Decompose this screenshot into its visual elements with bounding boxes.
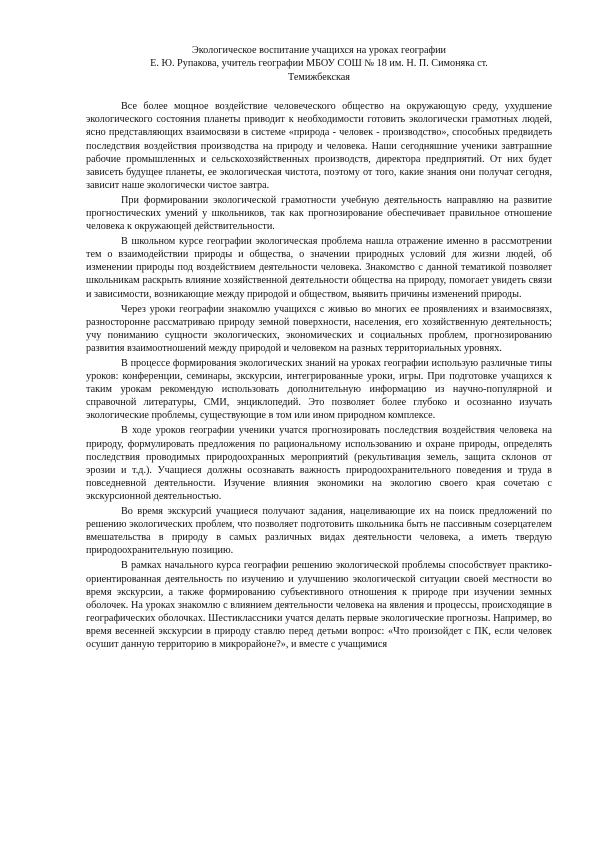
paragraph: В рамках начального курса географии решению экологической проблемы способствует практико-ориентированная деятельность по изучению и улучшению экологической ситуации своей местности во время экскурсии, а также формированию субъективного отношения к природе при изучении земных оболочек. На уроках знакомлю с влиянием деятельности человека на явления и процессы, происходящие в географических оболочках. Шестиклассники учатся делать первые экологические прогнозы. Например, во время весенней экскурсии в природу ставлю перед детьми вопрос: «Что произойдет с ПК, если человек осушит данную территорию в микрорайоне?», и вместе с учащимися [86,560,552,650]
paragraph: При формировании экологической грамотности учебную деятельность направляю на развитие прогностических умений у школьников, так как прогнозирование обеспечивает правильное отношение человека к окружающей действительности. [86,194,552,233]
document-header [86,44,552,84]
author-line-continued: Темижбекская [288,71,350,83]
paragraph: Во время экскурсий учащиеся получают задания, нацеливающие их на поиск предложений по решению экологических проблем, что позволяет подготовить школьника быть не пассивным созерцателем вмешательства в природу в самых различных видах деятельности человека, а иметь твердую природоохранительную позицию. [86,506,552,557]
document-title: Экологическое воспитание учащихся на уроках географии [192,45,446,56]
document-page [86,44,552,653]
author-line: Е. Ю. Рупакова, учитель географии МБОУ СОШ № 18 им. Н. П. Симоняка ст. [150,58,488,70]
paragraph: Через уроки географии знакомлю учащихся с живью во многих ее проявлениях и взаимосвязях, разносторонне рассматриваю природу земной поверхности, населения, его хозяйственную деятельность; учу пониманию сущности экологических, экономических и социальных проблем, прогнозированию развития взаимоотношений между природой и человеком на разных территориальных уровнях. [86,303,552,354]
paragraph: В ходе уроков географии ученики учатся прогнозировать последствия воздействия человека на природу, формулировать предложения по рациональному использованию и охране природы, определять последствия проводимых природоохранных мероприятий (рекультивация земель, защита склонов от эрозии и т.д.). Учащиеся должны осознавать важность природоохранительного поведения и труда в повседневной деятельности. Изучение влияния экономики на экологию своего края сочетаю с экскурсионной деятельностью. [86,425,552,502]
paragraph: В процессе формирования экологических знаний на уроках географии использую различные типы уроков: конференции, семинары, экскурсии, интегрированные уроки, игры. При подготовке учащихся к таким урокам рекомендую использовать дополнительную информацию из научно-популярной и справочной литературы, СМИ, энциклопедий. Это позволяет более глубоко и осознанно изучать экологические проблемы, существующие в том или ином природном комплексе. [86,358,552,422]
paragraph: В школьном курсе географии экологическая проблема нашла отражение именно в рассмотрении тем о взаимодействии природы и общества, о значении природных условий для жизни людей, об изменении природы под воздействием деятельности человека. Знакомство с данной тематикой позволяет школьникам раскрыть влияние хозяйственной деятельности общества на природу, помогает увидеть связи и зависимости, возникающие между природой и обществом, выявить причины изменений природы. [86,236,552,300]
paragraph: Все более мощное воздействие человеческого общество на окружающую среду, ухудшение экологического состояния планеты приводит к необходимости готовить экологически грамотных людей, ясно представляющих взаимосвязи в системе «природа - человек - производство», способных предвидеть последствия воздействия производства на природу и человека. Наши сегодняшние ученики завтрашние рабочие промышленных и сельскохозяйственных производств, директора предприятий. От них будет зависеть будущее планеты, ее экологическая чистота, поэтому от того, какие знания они получат сегодня, зависит наше экологически чистое завтра. [86,101,552,191]
document-body [86,100,552,651]
